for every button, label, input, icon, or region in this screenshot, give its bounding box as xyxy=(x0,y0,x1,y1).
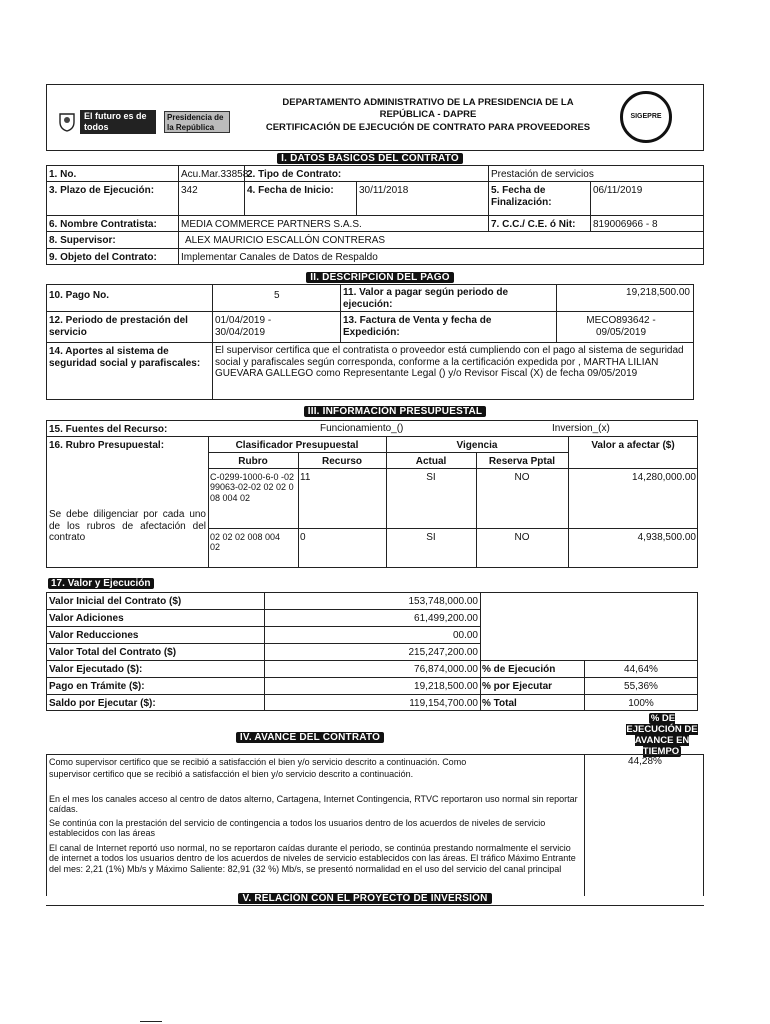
val-value-0: 153,748,000.00 xyxy=(408,596,478,607)
val-label-2: Valor Reducciones xyxy=(49,630,139,641)
periodo-value: 01/04/2019 - 30/04/2019 xyxy=(215,315,272,338)
logo-sub-text: Presidencia de la República xyxy=(167,113,224,132)
plazo-value: 342 xyxy=(181,185,198,196)
section-17-title: 17. Valor y Ejecución xyxy=(48,578,154,589)
row2-reserva: NO xyxy=(514,532,530,543)
clasificador-header: Clasificador Presupuestal xyxy=(235,440,359,451)
val-value-1: 61,499,200.00 xyxy=(414,613,478,624)
fuentes-label: 15. Fuentes del Recurso: xyxy=(49,424,168,435)
inicio-value: 30/11/2018 xyxy=(359,185,409,196)
sigepre-seal-icon xyxy=(620,91,672,143)
rubro-note: Se debe diligenciar por cada uno de los rubros de afectación del contrato xyxy=(49,509,206,543)
aportes-label: 14. Aportes al sistema de seguridad social y parafiscales: xyxy=(49,346,201,369)
inversion-option: Inversion_(x) xyxy=(552,423,610,434)
val-pct-6: 100% xyxy=(628,698,654,709)
header-title-line1: DEPARTAMENTO ADMINISTRATIVO DE LA PRESIDENCIA DE LA xyxy=(282,97,574,108)
avance-p1: En el mes los canales acceso al centro de datos alterno, Cartagena, Internet Contingencia, RTVC reportaron uso normal sin reportar caídas. xyxy=(49,794,578,815)
pct-tiempo-value: 44,28% xyxy=(628,756,662,767)
val-pct-label-5: % por Ejecutar xyxy=(482,681,553,692)
row2-recurso: 0 xyxy=(300,532,306,543)
section-1-title: I. DATOS BÁSICOS DEL CONTRATO xyxy=(240,153,500,164)
pago-no-label: 10. Pago No. xyxy=(49,290,110,301)
val-value-4: 76,874,000.00 xyxy=(414,664,478,675)
supervisor-value: ALEX MAURICIO ESCALLÓN CONTRERAS xyxy=(185,235,386,246)
avance-p2: Se continúa con la prestación del servicio de contingencia a todos los usuarios dentro de los acuerdos de niveles de servicio establecidos con las áreas xyxy=(49,818,546,839)
logo-text: El futuro es de todos xyxy=(84,111,147,132)
objeto-value: Implementar Canales de Datos de Respaldo xyxy=(181,252,378,263)
funcionamiento-option: Funcionamiento_() xyxy=(320,423,404,434)
fin-label: 5. Fecha de Finalización: xyxy=(491,185,552,208)
vigencia-header: Vigencia xyxy=(456,440,498,451)
contratista-label: 6. Nombre Contratista: xyxy=(49,219,157,230)
logo-presidencia xyxy=(164,111,230,133)
section-4-title: IV. AVANCE DEL CONTRATO xyxy=(220,732,400,743)
row2-valor: 4,938,500.00 xyxy=(637,532,696,543)
val-value-2: 00.00 xyxy=(452,630,478,641)
section-2-title: II. DESCRIPCIÓN DEL PAGO xyxy=(270,272,490,283)
val-value-6: 119,154,700.00 xyxy=(409,698,478,709)
rubro-label: 16. Rubro Presupuestal: xyxy=(49,440,165,451)
header-title-line3: CERTIFICACIÓN DE EJECUCIÓN DE CONTRATO PARA PROVEEDORES xyxy=(265,122,591,133)
val-label-3: Valor Total del Contrato ($) xyxy=(49,647,177,658)
row2-actual: SI xyxy=(426,532,436,543)
row1-valor: 14,280,000.00 xyxy=(632,472,696,483)
nit-label: 7. C.C./ C.E. ó Nit: xyxy=(491,219,576,230)
nit-value: 819006966 - 8 xyxy=(593,219,658,230)
no-value: Acu.Mar.33858 xyxy=(181,169,249,180)
contratista-value: MEDIA COMMERCE PARTNERS S.A.S. xyxy=(181,219,362,230)
supervisor-label: 8. Supervisor: xyxy=(49,235,116,246)
col-actual: Actual xyxy=(415,456,447,467)
valor-pagar-label: 11. Valor a pagar según periodo de ejecución: xyxy=(343,287,509,310)
val-pct-5: 55,36% xyxy=(624,681,658,692)
tipo-value: Prestación de servicios xyxy=(491,169,594,180)
row1-reserva: NO xyxy=(514,472,530,483)
plazo-label: 3. Plazo de Ejecución: xyxy=(49,185,155,196)
aportes-value: El supervisor certifica que el contratista o proveedor está cumpliendo con el pago al sistema de seguridad social y parafiscales según corresponda, conforme a la certificación expedida por , MARTHA LILIAN GUEVARA GALLEGO como Representante Legal () y/o Revisor Fiscal (X) de fecha 09/05/2019 xyxy=(215,345,684,379)
objeto-label: 9. Objeto del Contrato: xyxy=(49,252,157,263)
tipo-label: 2. Tipo de Contrato: xyxy=(247,169,342,180)
section-5-line xyxy=(46,905,704,906)
pago-no-value: 5 xyxy=(274,290,280,301)
avance-p3: El canal de Internet reportó uso normal, no se reportaron caídas durante el periodo, se continúa prestando normalmente el servicio de internet a todos los usuarios dentro de los acuerdos de niveles de servicio establecidos con las áreas. El tráfico Máximo Entrante del mes: 2,21 (1%) Mb/s y Máximo Saliente: 82,91 (32 %) Mb/s, se presentó normalidad en el uso del servicio del canal principal xyxy=(49,843,576,874)
fin-value: 06/11/2019 xyxy=(593,185,643,196)
seal-text: SIGEPRE xyxy=(630,113,662,120)
valor-afectar-header: Valor a afectar ($) xyxy=(591,440,675,451)
header-title-line2: REPÚBLICA - DAPRE xyxy=(379,109,477,120)
val-label-4: Valor Ejecutado ($): xyxy=(49,664,143,675)
val-pct-label-4: % de Ejecución xyxy=(482,664,556,675)
coat-of-arms-icon xyxy=(58,112,76,132)
inicio-label: 4. Fecha de Inicio: xyxy=(247,185,334,196)
logo-el-futuro xyxy=(80,110,156,134)
col-recurso: Recurso xyxy=(321,456,362,467)
row1-actual: SI xyxy=(426,472,436,483)
periodo-label: 12. Periodo de prestación del servicio xyxy=(49,315,188,338)
no-label: 1. No. xyxy=(49,169,77,180)
val-value-3: 215,247,200.00 xyxy=(408,647,478,658)
val-label-6: Saldo por Ejecutar ($): xyxy=(49,698,156,709)
section-4-right-title: % DE EJECUCIÓN DE AVANCE EN TIEMPO xyxy=(626,713,698,757)
val-pct-4: 44,64% xyxy=(624,664,658,675)
section-3-title: III. INFORMACIÓN PRESUPUESTAL xyxy=(280,406,510,417)
val-pct-label-6: % Total xyxy=(482,698,517,709)
factura-label: 13. Factura de Venta y fecha de Expedición: xyxy=(343,315,492,338)
col-reserva: Reserva Pptal xyxy=(488,456,556,467)
row2-rubro: 02 02 02 008 004 02 xyxy=(210,532,281,553)
val-value-5: 19,218,500.00 xyxy=(414,681,478,692)
val-label-0: Valor Inicial del Contrato ($) xyxy=(49,596,182,607)
valor-pagar-value: 19,218,500.00 xyxy=(626,287,690,298)
val-label-5: Pago en Trámite ($): xyxy=(49,681,145,692)
factura-value: MECO893642 - 09/05/2019 xyxy=(586,315,656,338)
row1-rubro: C-0299-1000-6-0 -0299063-02-02 02 02 008 004 02 xyxy=(210,472,295,503)
col-rubro: Rubro xyxy=(238,456,268,467)
row1-recurso: 11 xyxy=(300,472,311,483)
section-5-title: V. RELACIÓN CON EL PROYECTO DE INVERSIÓN xyxy=(220,893,510,904)
footer-mark xyxy=(140,1021,162,1022)
val-label-1: Valor Adiciones xyxy=(49,613,124,624)
avance-line2: supervisor certifico que se recibió a satisfacción el bien y/o servicio descrito a continuación. xyxy=(49,769,414,779)
avance-line1: Como supervisor certifico que se recibió a satisfacción el bien y/o servicio descrito a continuación. Como xyxy=(49,757,467,767)
